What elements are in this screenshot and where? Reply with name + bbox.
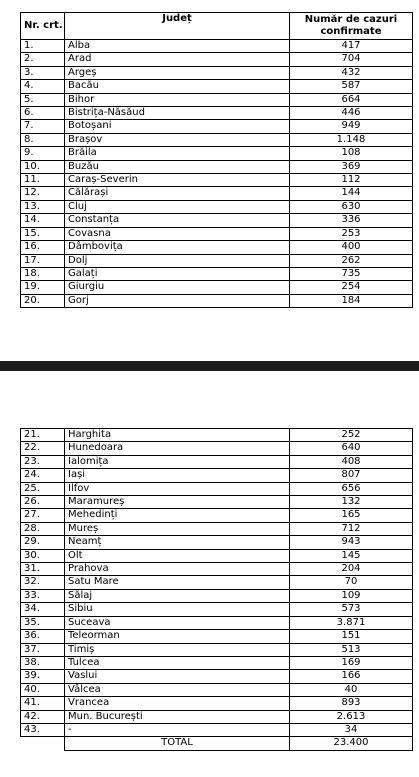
row-number: 9. (21, 147, 65, 160)
confirmed-cases: 369 (290, 160, 413, 173)
table-row (21, 683, 413, 696)
table-row (21, 603, 413, 616)
confirmed-cases: 262 (290, 254, 413, 267)
table-row (21, 482, 413, 495)
table-row (21, 147, 413, 160)
table-row (21, 589, 413, 602)
confirmed-cases: 408 (290, 455, 413, 468)
row-number: 28. (21, 522, 65, 535)
county-name: Bihor (65, 93, 290, 106)
table-row (21, 429, 413, 442)
page-divider (0, 361, 419, 371)
header-judet: Județ (65, 13, 290, 40)
confirmed-cases: 573 (290, 603, 413, 616)
row-number: 23. (21, 455, 65, 468)
total-row (21, 737, 413, 750)
table-row (21, 442, 413, 455)
table-row (21, 187, 413, 200)
table-row (21, 267, 413, 280)
county-name: Vrancea (65, 697, 290, 710)
table-row (21, 643, 413, 656)
row-number: 14. (21, 214, 65, 227)
table-header-row (21, 13, 413, 40)
county-name: Suceava (65, 616, 290, 629)
row-number: 19. (21, 281, 65, 294)
confirmed-cases: 807 (290, 469, 413, 482)
confirmed-cases: 112 (290, 174, 413, 187)
confirmed-cases: 145 (290, 549, 413, 562)
table-row (21, 80, 413, 93)
confirmed-cases: 664 (290, 93, 413, 106)
confirmed-cases: 169 (290, 656, 413, 669)
confirmed-cases: 432 (290, 66, 413, 79)
confirmed-cases: 893 (290, 697, 413, 710)
confirmed-cases: 513 (290, 643, 413, 656)
confirmed-cases: 34 (290, 723, 413, 736)
row-number: 18. (21, 267, 65, 280)
confirmed-cases: 712 (290, 522, 413, 535)
row-number: 26. (21, 496, 65, 509)
row-number: 33. (21, 589, 65, 602)
confirmed-cases: 151 (290, 630, 413, 643)
table-row (21, 536, 413, 549)
row-number: 17. (21, 254, 65, 267)
county-name: Bistrița-Năsăud (65, 107, 290, 120)
table-row (21, 107, 413, 120)
row-number: 16. (21, 241, 65, 254)
county-name: Neamț (65, 536, 290, 549)
row-number: 35. (21, 616, 65, 629)
table-row (21, 509, 413, 522)
row-number: 7. (21, 120, 65, 133)
row-number: 29. (21, 536, 65, 549)
row-number: 21. (21, 429, 65, 442)
table-row (21, 227, 413, 240)
row-number: 27. (21, 509, 65, 522)
confirmed-cases: 70 (290, 576, 413, 589)
table-row (21, 723, 413, 736)
county-name: Arad (65, 53, 290, 66)
county-name: Olt (65, 549, 290, 562)
county-name: Tulcea (65, 656, 290, 669)
county-name: Harghita (65, 429, 290, 442)
county-name: Călărași (65, 187, 290, 200)
confirmed-cases: 144 (290, 187, 413, 200)
county-name: Prahova (65, 563, 290, 576)
confirmed-cases: 640 (290, 442, 413, 455)
confirmed-cases: 2.613 (290, 710, 413, 723)
county-name: Argeș (65, 66, 290, 79)
table-row (21, 469, 413, 482)
total-label: TOTAL (65, 737, 290, 750)
confirmed-cases: 166 (290, 670, 413, 683)
cases-table-part-1 (20, 12, 413, 308)
row-number: 39. (21, 670, 65, 683)
row-number: 8. (21, 133, 65, 146)
confirmed-cases: 204 (290, 563, 413, 576)
table-row (21, 496, 413, 509)
table-row (21, 616, 413, 629)
table-row (21, 563, 413, 576)
confirmed-cases: 254 (290, 281, 413, 294)
county-name: Buzău (65, 160, 290, 173)
table-row (21, 133, 413, 146)
county-name: Satu Mare (65, 576, 290, 589)
confirmed-cases: 587 (290, 80, 413, 93)
county-name: Dolj (65, 254, 290, 267)
row-number: 6. (21, 107, 65, 120)
county-name: Brăila (65, 147, 290, 160)
table-row (21, 549, 413, 562)
county-name: - (65, 723, 290, 736)
county-name: Bacău (65, 80, 290, 93)
confirmed-cases: 252 (290, 429, 413, 442)
table-row (21, 241, 413, 254)
row-number: 20. (21, 294, 65, 307)
table-row (21, 656, 413, 669)
confirmed-cases: 656 (290, 482, 413, 495)
county-name: Sălaj (65, 589, 290, 602)
confirmed-cases: 704 (290, 53, 413, 66)
county-name: Alba (65, 40, 290, 53)
total-value: 23.400 (290, 737, 413, 750)
header-nr: Nr. crt. (21, 13, 65, 40)
row-number: 38. (21, 656, 65, 669)
county-name: Dâmbovița (65, 241, 290, 254)
county-name: Botoșani (65, 120, 290, 133)
row-number: 32. (21, 576, 65, 589)
county-name: Maramureș (65, 496, 290, 509)
county-name: Vâlcea (65, 683, 290, 696)
confirmed-cases: 630 (290, 200, 413, 213)
county-name: Covasna (65, 227, 290, 240)
row-number: 22. (21, 442, 65, 455)
county-name: Galați (65, 267, 290, 280)
table-row (21, 66, 413, 79)
confirmed-cases: 40 (290, 683, 413, 696)
county-name: Ialomița (65, 455, 290, 468)
confirmed-cases: 417 (290, 40, 413, 53)
county-name: Gorj (65, 294, 290, 307)
county-name: Ilfov (65, 482, 290, 495)
table-row (21, 53, 413, 66)
row-number: 41. (21, 697, 65, 710)
table-row (21, 93, 413, 106)
row-number: 31. (21, 563, 65, 576)
row-number: 43. (21, 723, 65, 736)
county-name: Timiș (65, 643, 290, 656)
confirmed-cases: 109 (290, 589, 413, 602)
row-number: 13. (21, 200, 65, 213)
confirmed-cases: 132 (290, 496, 413, 509)
header-cazuri: Număr de cazuri confirmate (290, 13, 413, 40)
row-number: 37. (21, 643, 65, 656)
county-name: Brașov (65, 133, 290, 146)
table-row (21, 294, 413, 307)
table-row (21, 670, 413, 683)
table-row (21, 40, 413, 53)
confirmed-cases: 165 (290, 509, 413, 522)
table-row (21, 281, 413, 294)
confirmed-cases: 446 (290, 107, 413, 120)
row-number: 2. (21, 53, 65, 66)
table-row (21, 174, 413, 187)
county-name: Mureș (65, 522, 290, 535)
row-number: 34. (21, 603, 65, 616)
table-row (21, 160, 413, 173)
county-name: Mun. București (65, 710, 290, 723)
county-name: Constanța (65, 214, 290, 227)
county-name: Iași (65, 469, 290, 482)
row-number: 40. (21, 683, 65, 696)
county-name: Vaslui (65, 670, 290, 683)
confirmed-cases: 253 (290, 227, 413, 240)
table-row (21, 200, 413, 213)
confirmed-cases: 400 (290, 241, 413, 254)
row-number: 42. (21, 710, 65, 723)
confirmed-cases: 336 (290, 214, 413, 227)
cases-table-part-2 (20, 428, 413, 751)
row-number: 12. (21, 187, 65, 200)
table-row (21, 522, 413, 535)
row-number: 24. (21, 469, 65, 482)
row-number: 36. (21, 630, 65, 643)
row-number: 11. (21, 174, 65, 187)
table-row (21, 576, 413, 589)
table-row (21, 120, 413, 133)
table-row (21, 254, 413, 267)
table-row (21, 455, 413, 468)
table-row (21, 630, 413, 643)
row-number: 30. (21, 549, 65, 562)
county-name: Caraș-Severin (65, 174, 290, 187)
county-name: Cluj (65, 200, 290, 213)
county-name: Sibiu (65, 603, 290, 616)
county-name: Hunedoara (65, 442, 290, 455)
row-number: 1. (21, 40, 65, 53)
row-number: 4. (21, 80, 65, 93)
confirmed-cases: 943 (290, 536, 413, 549)
county-name: Mehedinți (65, 509, 290, 522)
row-number: 15. (21, 227, 65, 240)
confirmed-cases: 184 (290, 294, 413, 307)
county-name: Giurgiu (65, 281, 290, 294)
table-row (21, 710, 413, 723)
table-row (21, 697, 413, 710)
row-number: 3. (21, 66, 65, 79)
confirmed-cases: 3.871 (290, 616, 413, 629)
confirmed-cases: 1.148 (290, 133, 413, 146)
row-number: 10. (21, 160, 65, 173)
row-number: 25. (21, 482, 65, 495)
confirmed-cases: 949 (290, 120, 413, 133)
table-row (21, 214, 413, 227)
confirmed-cases: 735 (290, 267, 413, 280)
confirmed-cases: 108 (290, 147, 413, 160)
row-number: 5. (21, 93, 65, 106)
county-name: Teleorman (65, 630, 290, 643)
